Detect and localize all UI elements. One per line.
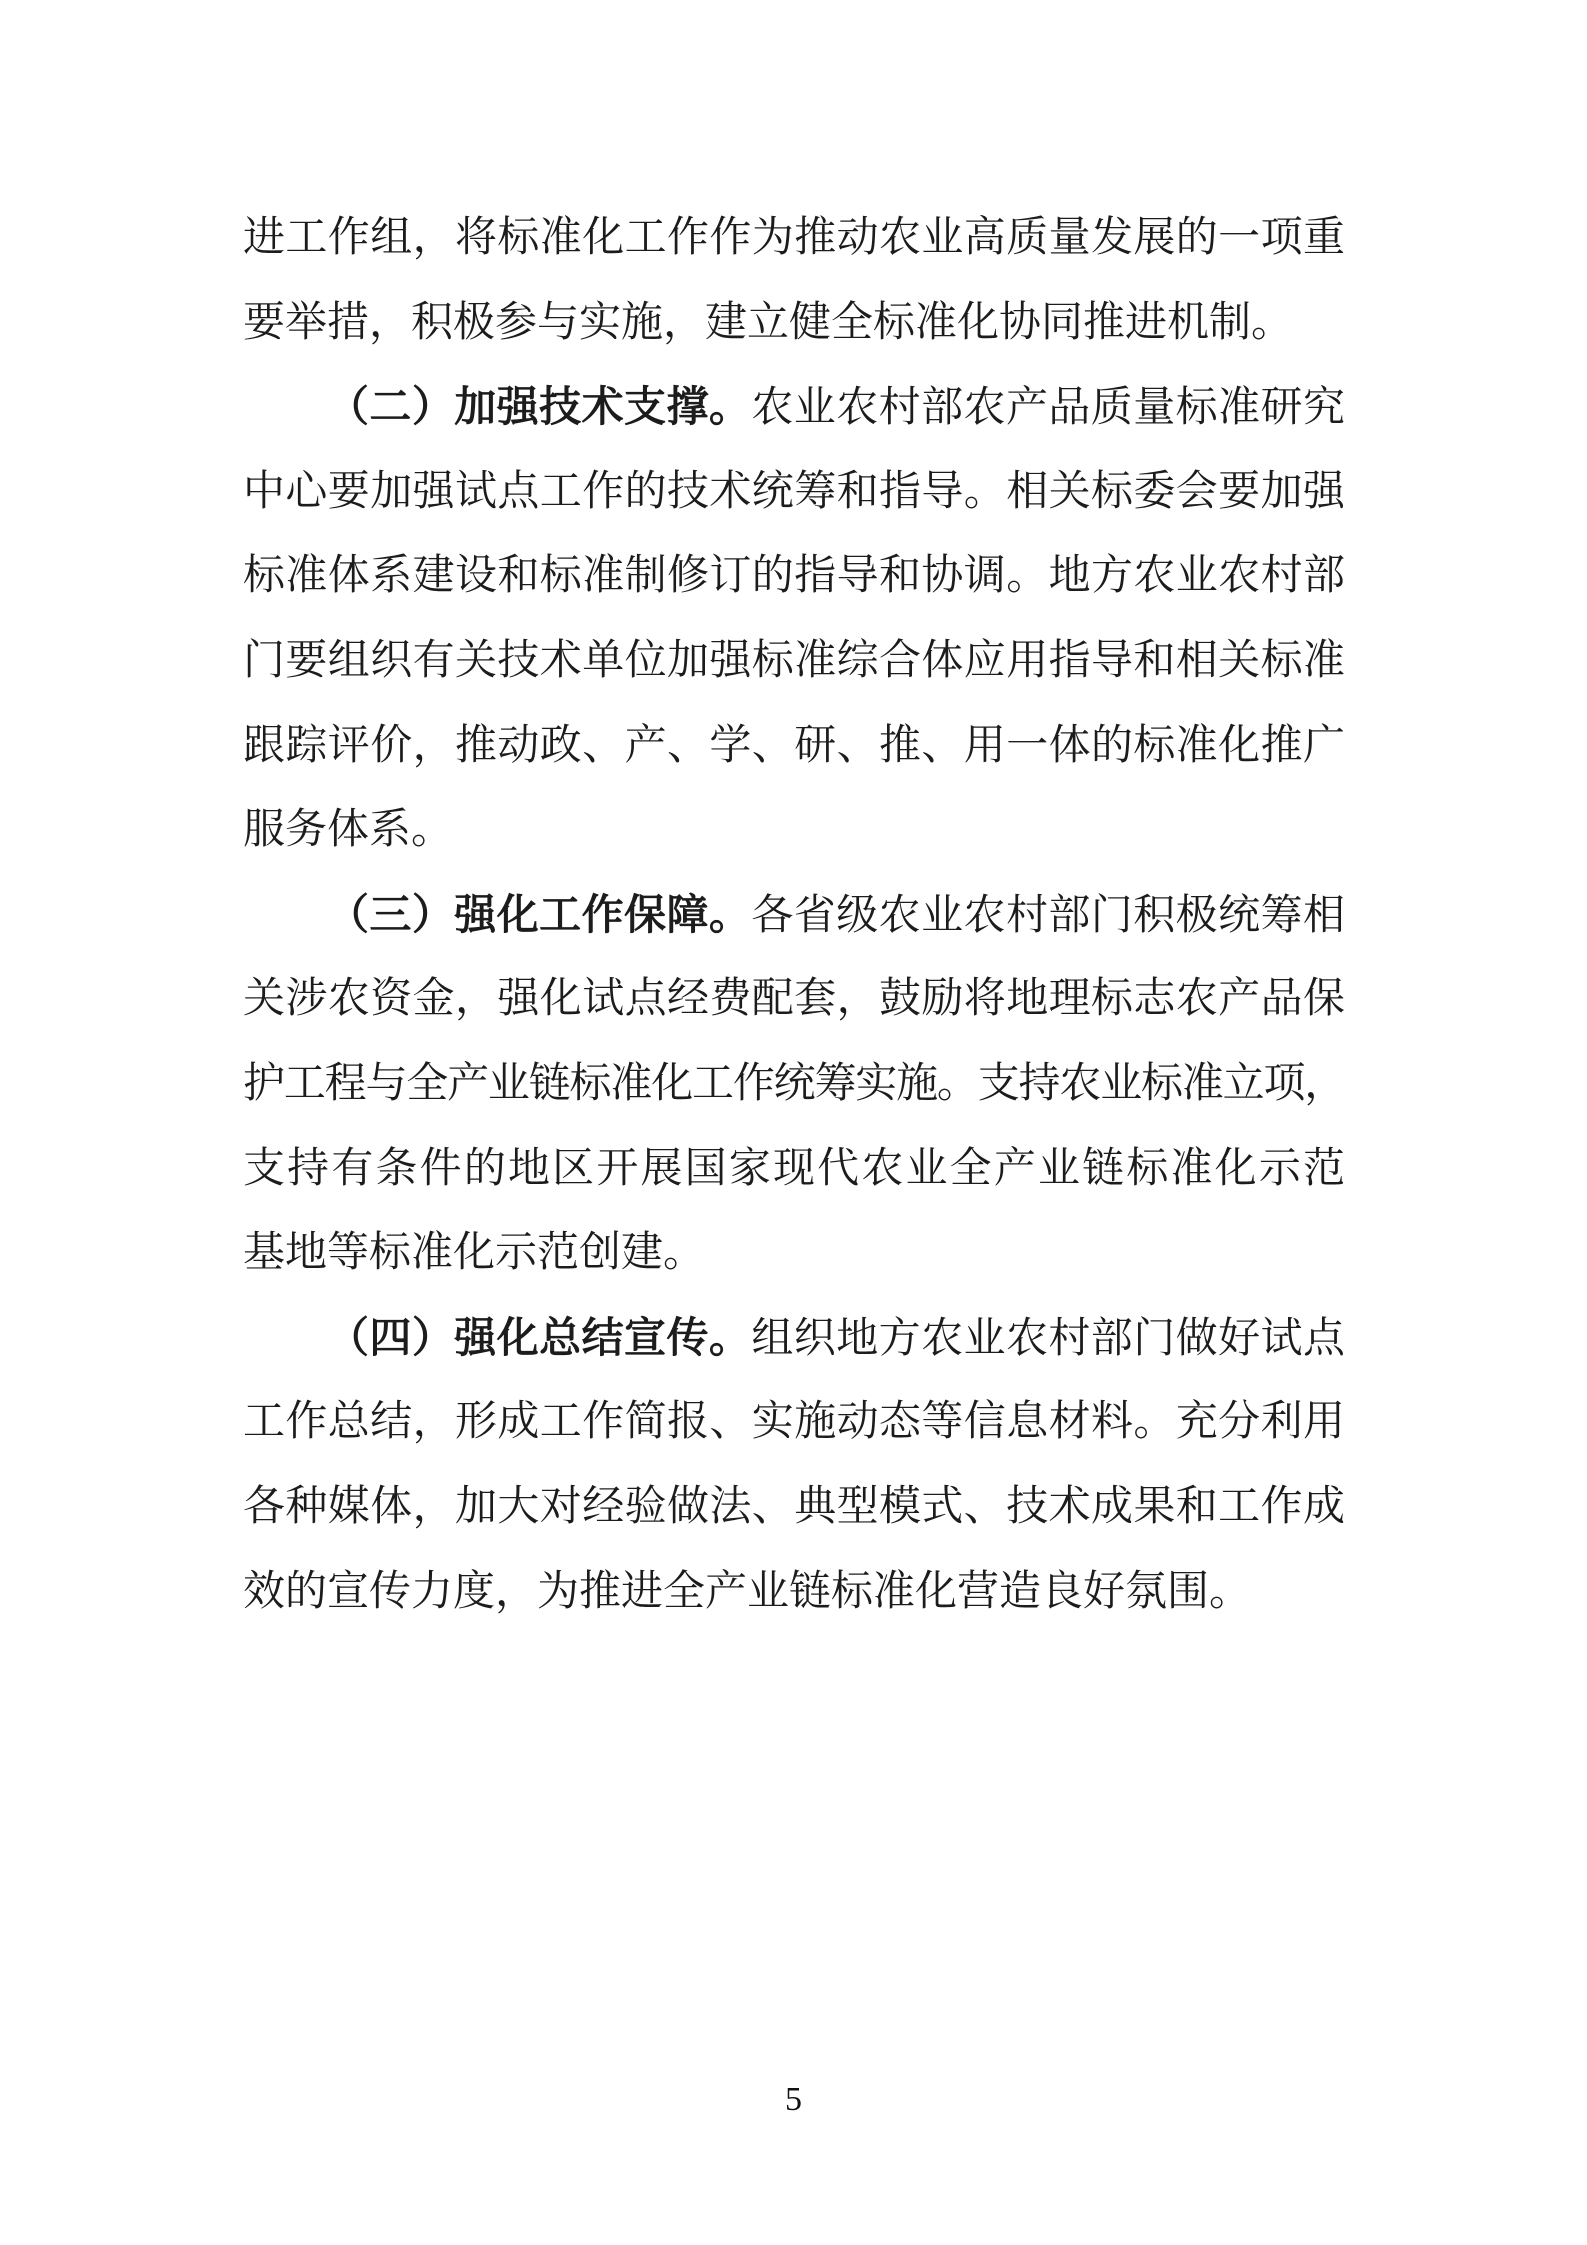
section-heading-text: （二）加强技术支撑。: [327, 383, 752, 431]
text-line: [243, 619, 1345, 704]
text-line: [243, 788, 1345, 873]
text-line: [243, 1380, 1345, 1465]
text-line: [243, 957, 1345, 1042]
body-text: 工作总结，形成工作简报、实施动态等信息材料。充分利用: [243, 1399, 1345, 1446]
body-text: 组织地方农业农村部门做好试点: [751, 1315, 1345, 1362]
page-number: 5: [785, 2081, 802, 2118]
text-line: [243, 1042, 1345, 1127]
body-text: 服务体系。: [243, 807, 454, 854]
text-line: [243, 1127, 1345, 1212]
section-heading-text: （三）强化工作保障。: [327, 890, 752, 938]
body-text: 中心要加强试点工作的技术统筹和指导。相关标委会要加强: [243, 468, 1345, 515]
body-text: 跟踪评价，推动政、产、学、研、推、用一体的标准化推广: [243, 722, 1345, 769]
body-text: 各种媒体，加大对经验做法、典型模式、技术成果和工作成: [243, 1483, 1345, 1530]
body-text: 门要组织有关技术单位加强标准综合体应用指导和相关标准: [243, 637, 1345, 684]
document-text: [243, 196, 1345, 1634]
text-line: [243, 1465, 1345, 1550]
text-line: [243, 365, 1345, 450]
text-line: [243, 1550, 1345, 1635]
paragraph: [243, 365, 1345, 873]
body-text: 效的宣传力度，为推进全产业链标准化营造良好氛围。: [243, 1568, 1252, 1615]
body-text: 护工程与全产业链标准化工作统筹实施。支持农业标准立项，: [243, 1060, 1345, 1107]
paragraph: [243, 873, 1345, 1296]
body-text: 要举措，积极参与实施，建立健全标准化协同推进机制。: [243, 299, 1294, 346]
text-line: [243, 1211, 1345, 1296]
paragraph: [243, 196, 1345, 365]
body-text: 支持有条件的地区开展国家现代农业全产业链标准化示范: [243, 1145, 1345, 1192]
text-line: [243, 873, 1345, 958]
text-line: [243, 281, 1345, 366]
body-text: 关涉农资金，强化试点经费配套，鼓励将地理标志农产品保: [243, 976, 1345, 1023]
section-heading-text: （四）强化总结宣传。: [327, 1313, 752, 1361]
text-line: [243, 704, 1345, 789]
text-line: [243, 450, 1345, 535]
body-text: 进工作组，将标准化工作作为推动农业高质量发展的一项重: [243, 215, 1345, 261]
body-text: 标准体系建设和标准制修订的指导和协调。地方农业农村部: [243, 553, 1345, 600]
text-line: [243, 534, 1345, 619]
body-text: 各省级农业农村部门积极统筹相: [751, 892, 1345, 939]
paragraph: [243, 1296, 1345, 1634]
text-line: [243, 196, 1345, 281]
body-text: 基地等标准化示范创建。: [243, 1230, 706, 1277]
text-line: [243, 1296, 1345, 1381]
body-text: 农业农村部农产品质量标准研究: [751, 385, 1345, 432]
